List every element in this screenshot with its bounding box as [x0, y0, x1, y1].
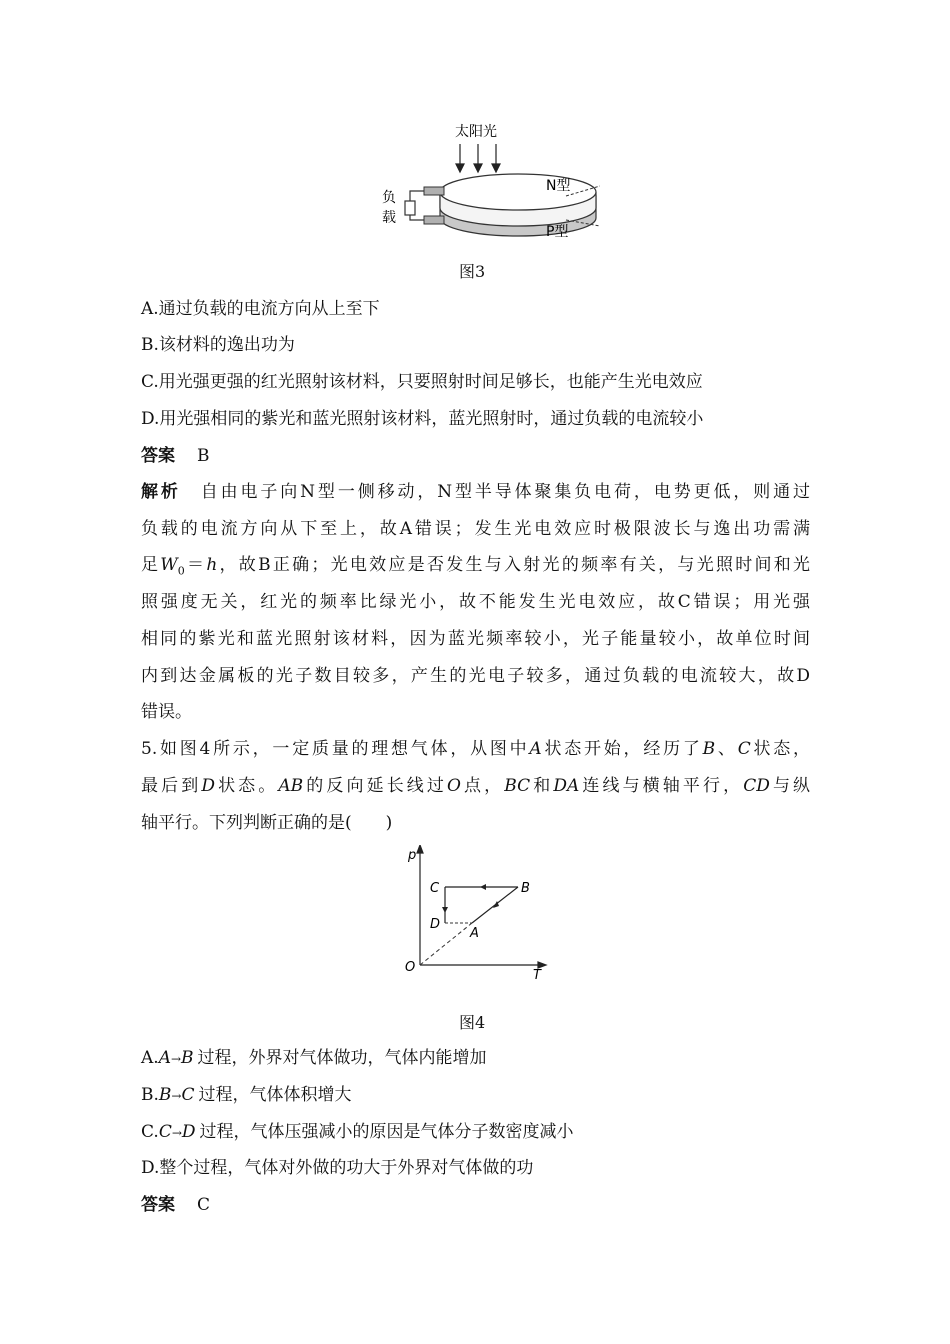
segment-cd: CD	[743, 776, 770, 796]
q5-answer-value: C	[197, 1195, 211, 1215]
q5-stem-text: 和	[530, 776, 554, 796]
p-type-label: P型	[546, 224, 569, 240]
segment-da: DA	[553, 776, 580, 796]
q5-stem-line-3: 轴平行。下列判断正确的是( )	[141, 813, 393, 833]
q5-stem-text: 点，	[460, 776, 505, 796]
q4-analysis-text-3: 光电效应是否发生与入射光的频率有关，与光照时间和光	[328, 555, 811, 575]
option-text: 过程，气体压强减小的原因是气体分子数密度减小	[199, 1122, 574, 1142]
state-from: B	[158, 1085, 172, 1105]
option-text: 过程，气体体积增大	[198, 1085, 352, 1105]
figure-3-caption: 图3	[459, 262, 486, 281]
origin-label: O	[405, 960, 416, 975]
arrow: →	[171, 1126, 182, 1140]
figure-4-p-t-diagram	[400, 845, 550, 980]
q5-stem-text: 状态，	[750, 739, 811, 759]
q4-analysis-mid: ，故B正确；	[217, 555, 329, 575]
symbol-w: W	[160, 555, 178, 575]
q4-answer	[141, 444, 210, 468]
q4-analysis-line-7: 错误。	[141, 702, 192, 722]
n-type-label: N型	[546, 178, 571, 194]
point-b-label: B	[521, 881, 530, 896]
point-o: O	[447, 776, 461, 796]
q4-analysis-line-5: 相同的紫光和蓝光照射该材料，因为蓝光频率较小，光子能量较小，故单位时间	[141, 629, 810, 649]
state-to: D	[181, 1122, 196, 1142]
q5-stem-text: 与纵	[769, 776, 811, 796]
state-c: C	[737, 739, 751, 759]
extension-dashed-line	[420, 923, 472, 965]
state-b: B	[702, 739, 716, 759]
arrow: →	[170, 1052, 182, 1066]
state-from: A	[158, 1048, 171, 1068]
q5-option-a	[141, 1046, 487, 1071]
q4-option-a: A.通过负载的电流方向从上至下	[141, 299, 380, 319]
sunlight-label: 太阳光	[455, 124, 497, 140]
q5-stem-text: 5.如图4所示，一定质量的理想气体，从图中	[141, 739, 530, 759]
load-label-1: 负	[382, 190, 396, 206]
q5-option-d: D.整个过程，气体对外做的功大于外界对气体做的功	[141, 1158, 534, 1178]
sunlight-arrows	[456, 144, 500, 172]
figure-4-caption: 图4	[459, 1013, 486, 1032]
q5-stem-text: 的反向延长线过	[303, 776, 448, 796]
state-to: B	[181, 1048, 194, 1068]
y-axis-arrow	[417, 845, 423, 853]
q5-option-c	[141, 1120, 574, 1145]
q4-option-c: C.用光强更强的红光照射该材料，只要照射时间足够长，也能产生光电效应	[141, 372, 703, 392]
q4-option-d: D.用光强相同的紫光和蓝光照射该材料，蓝光照射时，通过负载的电流较小	[141, 409, 704, 429]
q4-answer-label: 答案	[141, 446, 175, 466]
figure-3-solar-cell-diagram	[370, 118, 600, 258]
arrow: →	[171, 1089, 182, 1103]
q4-answer-value: B	[197, 446, 210, 466]
symbol-w-sub: 0	[177, 564, 185, 578]
q5-answer-label: 答案	[141, 1195, 175, 1215]
q4-option-b: B.该材料的逸出功为	[141, 335, 295, 355]
option-prefix: C.	[141, 1122, 159, 1142]
point-c-label: C	[430, 881, 440, 896]
y-axis-label: p	[408, 848, 417, 863]
q5-stem-text: 最后到	[141, 776, 202, 796]
point-a-label: A	[470, 926, 479, 941]
q4-analysis-line-1	[141, 480, 810, 504]
load-resistor	[405, 191, 424, 220]
q5-stem-text: 连线与横轴平行，	[579, 776, 744, 796]
segment-bc: BC	[504, 776, 531, 796]
bc-direction-arrow	[480, 884, 486, 890]
load-label-2: 载	[382, 210, 396, 226]
q4-analysis-text-1: 自由电子向N型一侧移动，N型半导体聚集负电荷，电势更低，则通过	[200, 482, 810, 502]
point-d-label: D	[430, 917, 441, 932]
q5-answer	[141, 1193, 210, 1217]
option-text: 过程，外界对气体做功，气体内能增加	[197, 1048, 487, 1068]
state-from: C	[158, 1122, 172, 1142]
q5-option-b	[141, 1083, 351, 1108]
symbol-eq: ＝	[184, 555, 207, 575]
q5-stem-text: 状态开始，经历了	[541, 739, 703, 759]
q5-stem-line-1	[141, 737, 810, 761]
option-prefix: B.	[141, 1085, 159, 1105]
segment-ab: AB	[278, 776, 304, 796]
q4-analysis-prefix: 足	[141, 555, 161, 575]
state-a: A	[529, 739, 542, 759]
option-prefix: A.	[141, 1048, 159, 1068]
q5-stem-text: 状态。	[214, 776, 279, 796]
q4-analysis-label: 解析	[141, 482, 181, 502]
q4-analysis-line-3	[141, 553, 810, 583]
state-d: D	[201, 776, 215, 796]
state-to: C	[181, 1085, 195, 1105]
x-axis-label: T	[533, 968, 541, 980]
q5-stem-sep: 、	[715, 739, 738, 759]
n-type-layer	[440, 174, 596, 226]
q4-analysis-line-2: 负载的电流方向从下至上，故A错误；发生光电效应时极限波长与逸出功需满	[141, 519, 810, 539]
symbol-h: h	[206, 555, 218, 575]
q4-analysis-line-4: 照强度无关，红光的频率比绿光小，故不能发生光电效应，故C错误；用光强	[141, 592, 810, 612]
q4-analysis-line-6: 内到达金属板的光子数目较多，产生的光电子较多，通过负载的电流较大，故D	[141, 666, 810, 686]
q5-stem-line-2	[141, 774, 810, 798]
cd-direction-arrow	[442, 907, 448, 913]
